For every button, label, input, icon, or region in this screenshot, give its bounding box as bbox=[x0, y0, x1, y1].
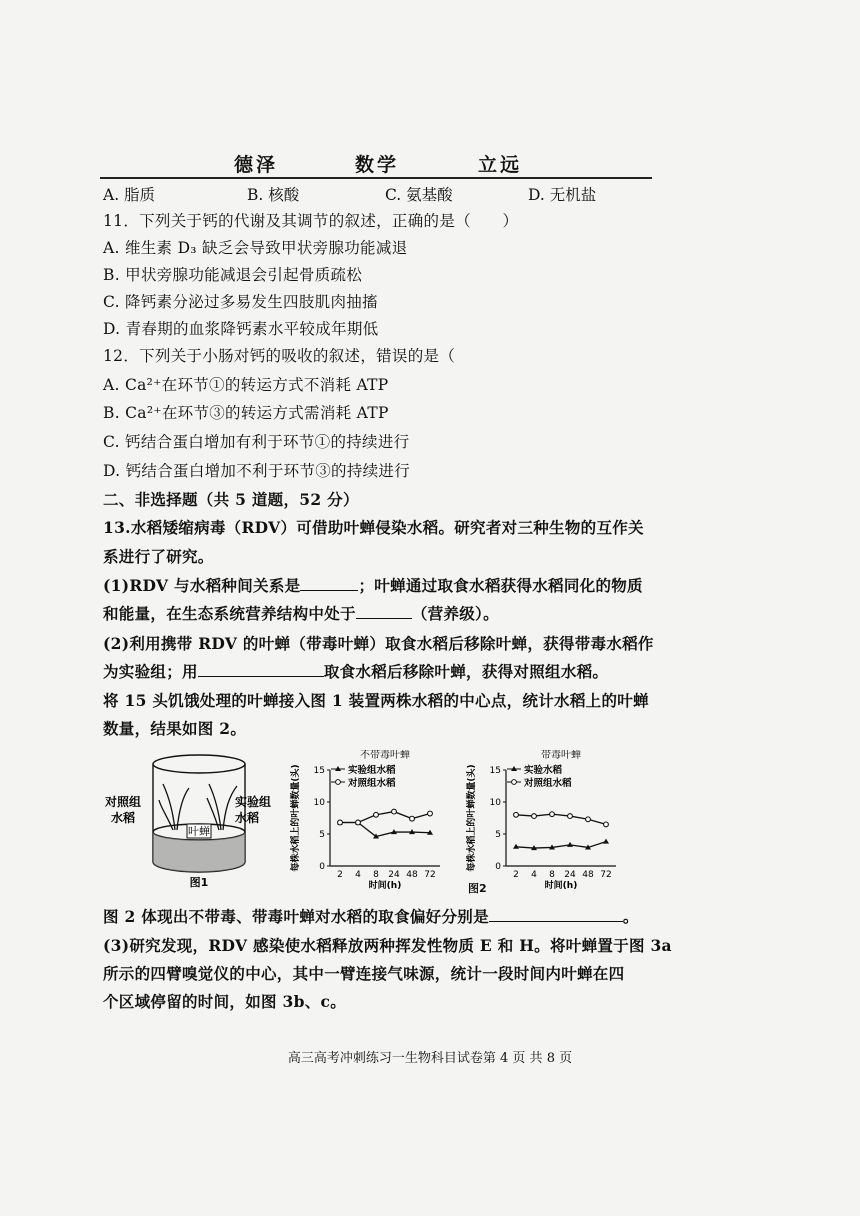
q11-option-b: B. 甲状旁腺功能减退会引起骨质疏松 bbox=[103, 266, 363, 284]
y-tick-label: 5 bbox=[495, 830, 501, 840]
data-point-experimental bbox=[567, 842, 573, 847]
page-header bbox=[100, 150, 660, 176]
data-point-control bbox=[514, 812, 519, 817]
y-tick-label: 5 bbox=[319, 830, 325, 840]
chart-title: 不带毒叶蝉 bbox=[360, 750, 410, 761]
y-tick-label: 10 bbox=[489, 798, 501, 808]
q13-part1-text-c: 和能量，在生态系统营养结构中处于 bbox=[103, 604, 356, 623]
x-tick-label: 4 bbox=[355, 870, 361, 880]
q10-option-b: B. 核酸 bbox=[247, 186, 300, 204]
y-tick-label: 15 bbox=[489, 766, 501, 776]
q13-part2-text-c: 取食水稻后移除叶蝉，获得对照组水稻。 bbox=[323, 662, 609, 681]
data-point-control bbox=[356, 820, 361, 825]
data-point-control bbox=[532, 814, 537, 819]
q10-option-d: D. 无机盐 bbox=[528, 186, 597, 204]
figure-1 bbox=[103, 752, 273, 892]
answer-blank-4[interactable] bbox=[489, 906, 623, 923]
data-point-experimental bbox=[603, 839, 609, 844]
x-tick-label: 72 bbox=[600, 870, 612, 880]
q12-option-b: B. Ca²⁺在环节③的转运方式需消耗 ATP bbox=[103, 404, 389, 422]
x-tick-label: 72 bbox=[424, 870, 436, 880]
q10-option-a: A. 脂质 bbox=[103, 186, 156, 204]
data-point-control bbox=[604, 822, 609, 827]
q13-part2-line1: (2)利用携带 RDV 的叶蝉（带毒叶蝉）取食水稻后移除叶蝉，获得带毒水稻作 bbox=[103, 634, 654, 653]
q13-part2-line2 bbox=[103, 660, 608, 682]
x-tick-label: 48 bbox=[406, 870, 418, 880]
q11-stem: 11．下列关于钙的代谢及其调节的叙述，正确的是（ ） bbox=[103, 212, 519, 230]
x-tick-label: 2 bbox=[513, 870, 519, 880]
q13-part2-line4: 数量，结果如图 2。 bbox=[103, 719, 247, 738]
x-axis-label: 时间(h) bbox=[368, 881, 402, 891]
x-tick-label: 24 bbox=[564, 870, 576, 880]
fig1-left-label-1: 对照组 bbox=[104, 795, 142, 809]
answer-blank-1[interactable] bbox=[300, 575, 358, 592]
fig1-caption: 图1 bbox=[189, 876, 209, 889]
q13-part2-text-b: 为实验组；用 bbox=[103, 662, 198, 681]
data-point-control bbox=[550, 812, 555, 817]
q13-intro-line1: 13.水稻矮缩病毒（RDV）可借助叶蝉侵染水稻。研究者对三种生物的互作关 bbox=[103, 518, 644, 537]
q13-part1-text-b: ；叶蝉通过取食水稻获得水稻同化的物质 bbox=[358, 576, 643, 595]
q13-intro-line2: 系进行了研究。 bbox=[103, 547, 214, 566]
header-divider bbox=[100, 177, 652, 179]
q11-option-a: A. 维生素 D₃ 缺乏会导致甲状旁腺功能减退 bbox=[103, 239, 408, 257]
y-tick-label: 15 bbox=[313, 766, 325, 776]
q10-option-c: C. 氨基酸 bbox=[385, 186, 453, 204]
y-axis-label: 每株水稻上的叶蝉数量(头) bbox=[467, 764, 477, 872]
q13-part2-line5 bbox=[103, 905, 639, 927]
q12-stem: 12．下列关于小肠对钙的吸收的叙述，错误的是（ bbox=[103, 347, 456, 365]
q13-part2-line3: 将 15 头饥饿处理的叶蝉接入图 1 装置两株水稻的中心点，统计水稻上的叶蝉 bbox=[103, 691, 649, 710]
q12-option-d: D. 钙结合蛋白增加不利于环节③的持续进行 bbox=[103, 462, 411, 480]
data-point-control bbox=[568, 814, 573, 819]
series-line-experimental bbox=[340, 822, 430, 836]
header-subject: 数学 bbox=[355, 154, 400, 176]
x-tick-label: 48 bbox=[582, 870, 594, 880]
answer-blank-3[interactable] bbox=[198, 661, 324, 678]
q11-option-c: C. 降钙素分泌过多易发生四肢肌肉抽搐 bbox=[103, 293, 378, 311]
q13-part1-line1 bbox=[103, 574, 643, 596]
x-tick-label: 8 bbox=[549, 870, 555, 880]
x-axis-label: 时间(h) bbox=[544, 881, 578, 891]
q13-part1-text-a: (1)RDV 与水稻种间关系是 bbox=[103, 576, 301, 595]
data-point-control bbox=[428, 811, 433, 816]
y-axis-label: 每株水稻上的叶蝉数量(头) bbox=[291, 764, 301, 872]
legend-label-experimental: 实验组水稻 bbox=[348, 765, 396, 776]
q13-part2-text-f: 图 2 体现出不带毒、带毒叶蝉对水稻的取食偏好分别是 bbox=[103, 907, 489, 926]
legend-label-experimental: 实验水稻 bbox=[524, 765, 563, 776]
y-tick-label: 0 bbox=[495, 862, 501, 872]
data-point-control bbox=[392, 809, 397, 814]
legend-marker-control bbox=[336, 780, 341, 785]
chart-loaded-leafhopper bbox=[462, 750, 642, 892]
x-tick-label: 8 bbox=[373, 870, 379, 880]
x-tick-label: 24 bbox=[388, 870, 400, 880]
data-point-control bbox=[338, 820, 343, 825]
q13-part2-text-g: 。 bbox=[622, 907, 639, 926]
y-tick-label: 0 bbox=[319, 862, 325, 872]
header-school: 德泽 bbox=[234, 154, 279, 176]
fig2-caption: 图2 bbox=[468, 882, 487, 895]
answer-blank-2[interactable] bbox=[356, 603, 412, 620]
legend-label-control: 对照组水稻 bbox=[348, 778, 396, 789]
fig1-center-label: 叶蝉 bbox=[188, 825, 210, 838]
header-teacher: 立远 bbox=[478, 154, 523, 176]
q13-part1-line2 bbox=[103, 602, 499, 624]
q13-part3-line1: (3)研究发现，RDV 感染使水稻释放两种挥发性物质 E 和 H。将叶蝉置于图 3a bbox=[103, 936, 672, 955]
q12-option-c: C. 钙结合蛋白增加有利于环节①的持续进行 bbox=[103, 433, 410, 451]
chart-title: 带毒叶蝉 bbox=[541, 750, 581, 761]
q12-option-a: A. Ca²⁺在环节①的转运方式不消耗 ATP bbox=[103, 376, 389, 394]
series-line-experimental bbox=[516, 842, 606, 848]
q13-part3-line3: 个区域停留的时间，如图 3b、c。 bbox=[103, 992, 347, 1011]
series-line-control bbox=[516, 814, 606, 824]
section-heading: 二、非选择题（共 5 道题，52 分） bbox=[103, 490, 359, 509]
q13-part1-text-d: （营养级）。 bbox=[411, 604, 499, 623]
page-footer: 高三高考冲刺练习一生物科目试卷第 4 页 共 8 页 bbox=[287, 1051, 573, 1066]
fig1-right-label-2: 水稻 bbox=[235, 811, 260, 825]
series-line-control bbox=[340, 812, 430, 823]
fig1-left-label-2: 水稻 bbox=[110, 811, 136, 825]
legend-label-control: 对照组水稻 bbox=[524, 778, 572, 789]
fig1-right-label-1: 实验组 bbox=[235, 795, 272, 809]
data-point-control bbox=[410, 816, 415, 821]
chart-unloaded-leafhopper bbox=[286, 750, 456, 892]
data-point-control bbox=[374, 812, 379, 817]
y-tick-label: 10 bbox=[313, 798, 325, 808]
x-tick-label: 2 bbox=[337, 870, 343, 880]
legend-marker-control bbox=[512, 780, 517, 785]
data-point-control bbox=[586, 817, 591, 822]
q11-option-d: D. 青春期的血浆降钙素水平较成年期低 bbox=[103, 320, 379, 338]
q13-part3-line2: 所示的四臂嗅觉仪的中心，其中一臂连接气味源，统计一段时间内叶蝉在四 bbox=[103, 964, 625, 983]
rice-plants bbox=[159, 784, 237, 830]
x-tick-label: 4 bbox=[531, 870, 537, 880]
